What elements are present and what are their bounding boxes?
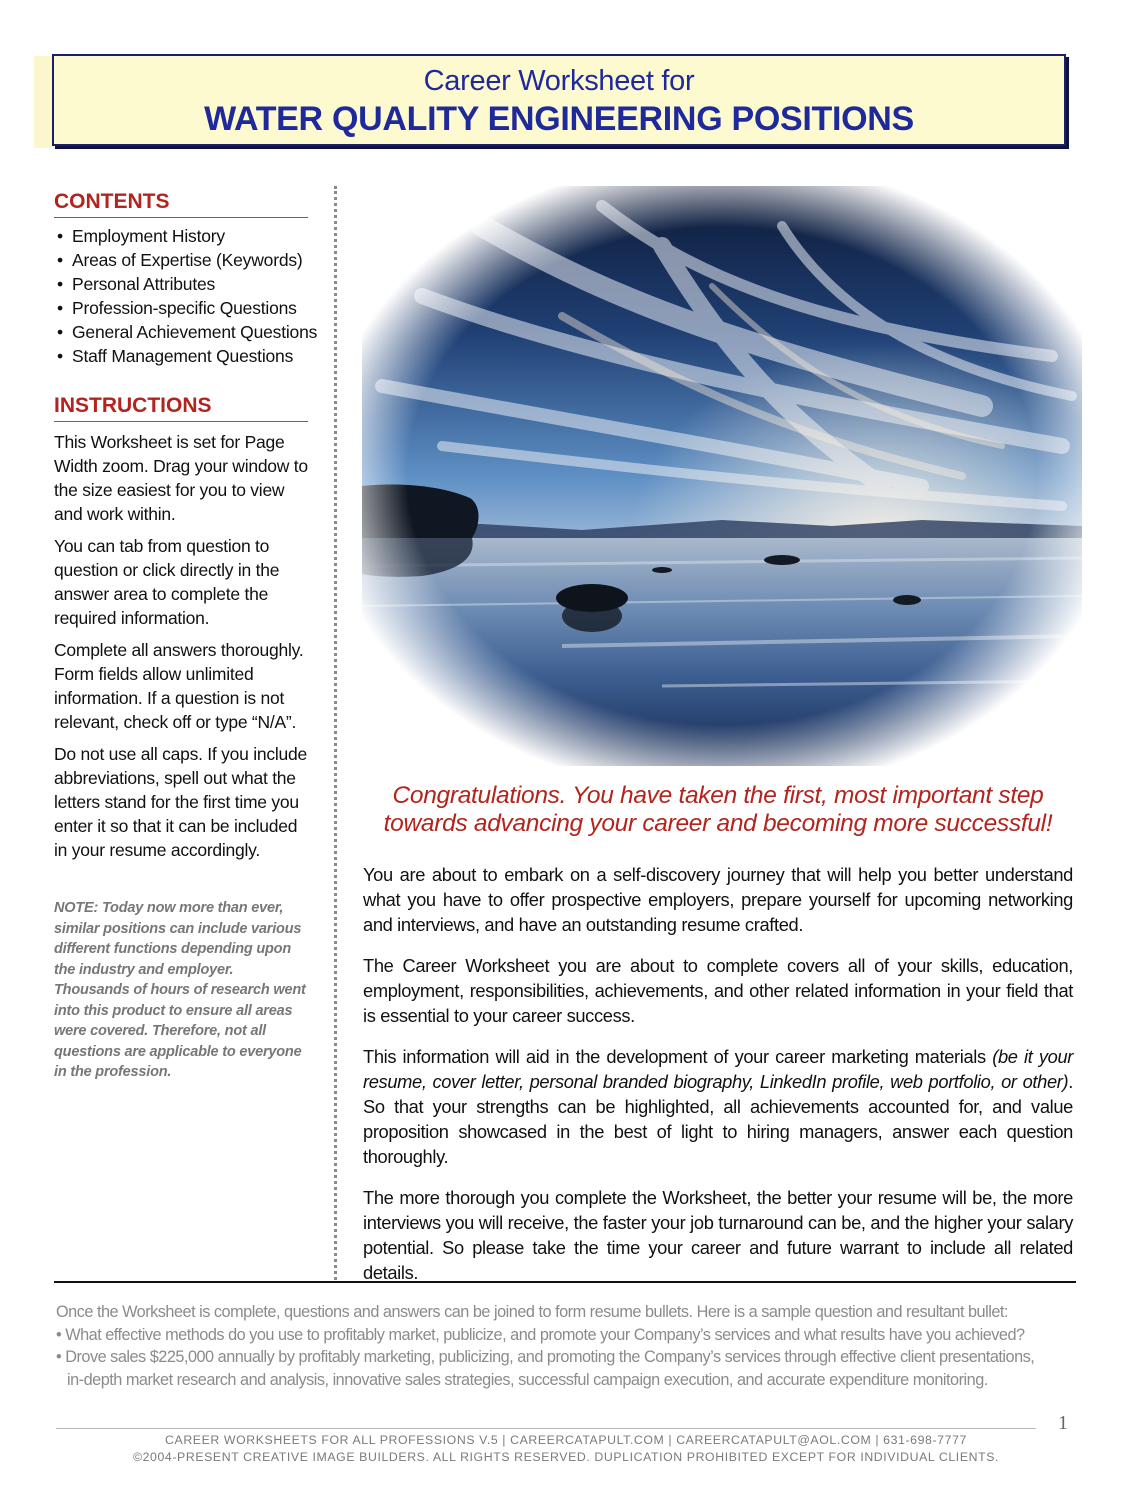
seascape-image: [362, 186, 1082, 766]
section-divider: [54, 1281, 1076, 1283]
footer-copyright: ©2004-PRESENT CREATIVE IMAGE BUILDERS. ALL RIGHTS RESERVED. DUPLICATION PROHIBITED EXCEPT FOR INDIVIDUAL CLIENTS.: [132, 1450, 1000, 1464]
body-paragraph: The more thorough you complete the Worksheet, the better your resume will be, the more interviews you will receive, the faster your job turnaround can be, and the higher your salary potential. So please take the time your career and future warrant to include all related details.: [363, 1187, 1073, 1283]
contents-item[interactable]: • Staff Management Questions: [57, 346, 294, 366]
bullet-icon: •: [57, 250, 63, 270]
sample-intro: Once the Worksheet is complete, questions and answers can be joined to form resume bullets. Here is a sample question and resultant bullet:: [56, 1303, 1008, 1321]
bullet-icon: •: [57, 274, 63, 294]
tagline-line: Congratulations. You have taken the first, most important step: [392, 782, 1044, 809]
instructions-body: [54, 430, 308, 862]
left-sidebar: [54, 190, 318, 1083]
bullet-icon: •: [57, 346, 63, 366]
body-paragraph: This information will aid in the development of your career marketing materials (be it your resume, cover letter, personal branded biography, LinkedIn profile, web portfolio, or other). So that your strengths can be highlighted, all achievements accounted for, and value proposition showcased in the best of light to hiring managers, answer each question thoroughly.: [363, 1046, 1074, 1167]
page-number: 1: [1058, 1412, 1068, 1434]
sample-bullet-block: [56, 1301, 1076, 1391]
sample-bullet: • Drove sales $225,000 annually by profitably marketing, publicizing, and promoting the Company’s services through effective client presentations,: [56, 1348, 1035, 1366]
title-banner: [52, 54, 1066, 146]
contents-item[interactable]: • Personal Attributes: [57, 274, 216, 294]
intro-body: [363, 862, 1073, 1301]
contents-item[interactable]: • General Achievement Questions: [57, 322, 318, 342]
bullet-icon: •: [57, 226, 63, 246]
body-paragraph: You are about to embark on a self-discovery journey that will help you better understand what you have to offer prospective employers, prepare yourself for upcoming networking and interviews, and have an outstanding resume crafted.: [363, 864, 1073, 935]
footer-contact: CAREER WORKSHEETS FOR ALL PROFESSIONS V.5 | CAREERCATAPULT.COM | CAREERCATAPULT@AOL.COM | 631-698-7777: [165, 1433, 967, 1447]
seascape-photo: [362, 186, 1082, 766]
banner-subtitle: Career Worksheet for: [423, 65, 695, 97]
contents-heading: CONTENTS: [54, 190, 308, 218]
sample-question: • What effective methods do you use to profitably market, publicize, and promote your Company’s services and what results have you achieved?: [56, 1325, 1025, 1344]
column-divider: [334, 186, 337, 1280]
contents-list: [54, 224, 318, 368]
banner-title: WATER QUALITY ENGINEERING POSITIONS: [204, 100, 914, 138]
contents-item[interactable]: • Profession-specific Questions: [57, 298, 297, 318]
contents-item[interactable]: • Employment History: [57, 226, 225, 246]
page-footer: [56, 1432, 1076, 1466]
note-text: Today now more than ever, similar positions can include various different functions depending upon the industry and employer. Thousands of hours of research went into this product to ensure all areas were covered. Therefore, not all questions are applicable to everyone in the profession.: [54, 900, 306, 1080]
instruction-paragraph: This Worksheet is set for Page Width zoom. Drag your window to the size easiest for you to view and work within.: [54, 432, 308, 524]
instruction-paragraph: Do not use all caps. If you include abbreviations, spell out what the letters stand for the first time you enter it so that it can be included in your resume accordingly.: [54, 744, 307, 860]
materials-list: (be it your resume, cover letter, personal branded biography, LinkedIn profile, web portfolio, or other): [363, 1046, 1074, 1092]
contents-item[interactable]: • Areas of Expertise (Keywords): [57, 250, 303, 270]
footer-rule: [56, 1428, 1036, 1429]
sample-bullet-continued: in-depth market research and analysis, innovative sales strategies, successful campaign execution, and accurate expenditure monitoring.: [67, 1370, 988, 1389]
congratulations-tagline: [362, 782, 1074, 838]
instruction-paragraph: Complete all answers thoroughly. Form fields allow unlimited information. If a question is not relevant, check off or type “N/A”.: [54, 640, 304, 732]
body-paragraph: The Career Worksheet you are about to complete covers all of your skills, education, employment, responsibilities, achievements, and other related information in your field that is essential to your career success.: [363, 955, 1073, 1026]
instruction-paragraph: You can tab from question to question or click directly in the answer area to complete the required information.: [54, 536, 280, 628]
note-label: NOTE:: [54, 900, 99, 916]
bullet-icon: •: [57, 322, 63, 342]
tagline-line: towards advancing your career and becoming more successful!: [383, 810, 1053, 837]
note-block: [54, 898, 308, 1083]
bullet-icon: •: [57, 298, 63, 318]
instructions-heading: INSTRUCTIONS: [54, 394, 308, 422]
